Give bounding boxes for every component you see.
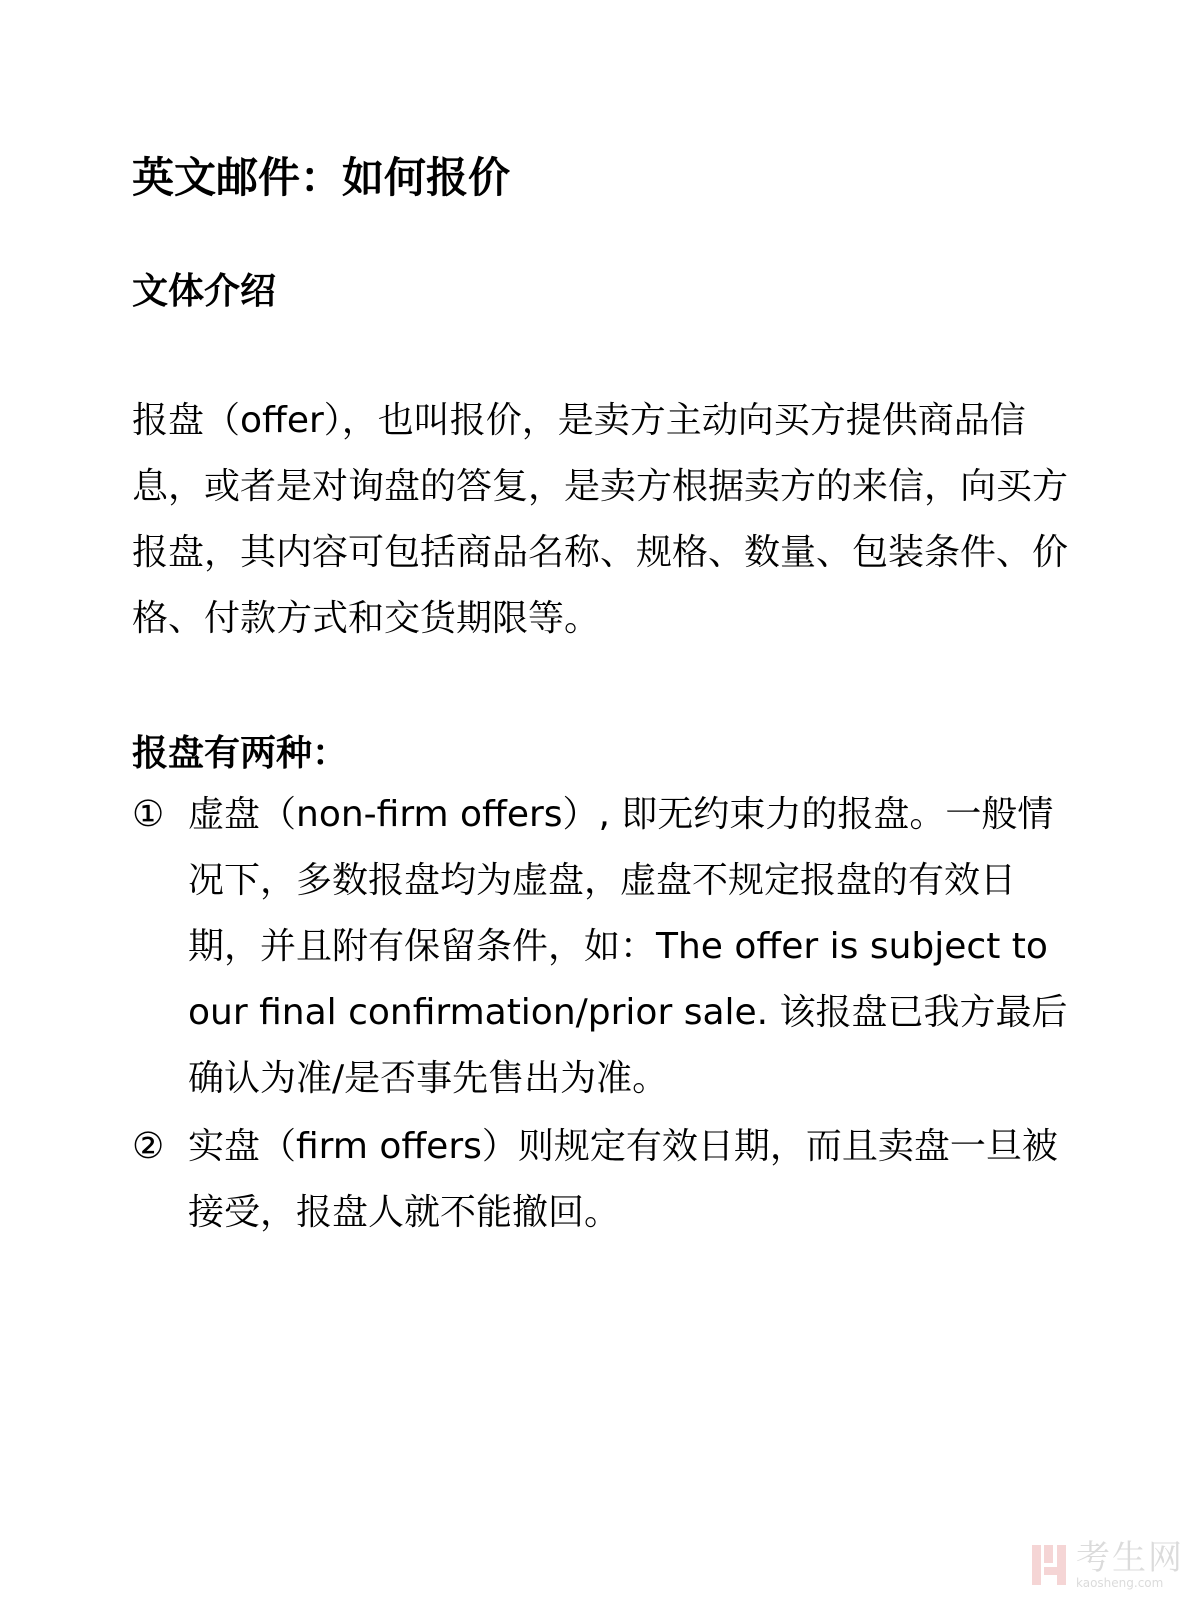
watermark-url: kaosheng.com (1076, 1576, 1164, 1590)
watermark (1030, 1540, 1184, 1590)
offer-types-heading: 报盘有两种： (132, 733, 349, 774)
list-item-text: 实盘（firm offers）则规定有效日期，而且卖盘一旦被接受，报盘人就不能撤回。 (188, 1126, 1058, 1233)
kaosheng-logo-icon (1030, 1543, 1068, 1587)
list-marker: ② (132, 1126, 165, 1167)
list-item (132, 782, 1077, 1112)
list-item-text: 虚盘（non-firm offers）, 即无约束力的报盘。一般情况下，多数报盘均为虚盘，虚盘不规定报盘的有效日期，并且附有保留条件，如：The offer is subject to our final confirmation/prior sale. 该报盘已我方最后确认为准/是否事先售出为准。 (188, 794, 1068, 1099)
watermark-text (1076, 1540, 1184, 1590)
intro-paragraph: 报盘（offer），也叫报价，是卖方主动向买方提供商品信息，或者是对询盘的答复，是卖方根据卖方的来信，向买方报盘，其内容可包括商品名称、规格、数量、包装条件、价格、付款方式和交货期限等。 (132, 400, 1069, 639)
list-item (132, 1114, 1077, 1246)
watermark-name: 考生网 (1076, 1538, 1184, 1578)
offer-types-list (132, 782, 1077, 1248)
list-marker: ① (132, 794, 165, 835)
page-title: 英文邮件：如何报价 (132, 153, 511, 202)
section-title: 文体介绍 (132, 271, 277, 312)
